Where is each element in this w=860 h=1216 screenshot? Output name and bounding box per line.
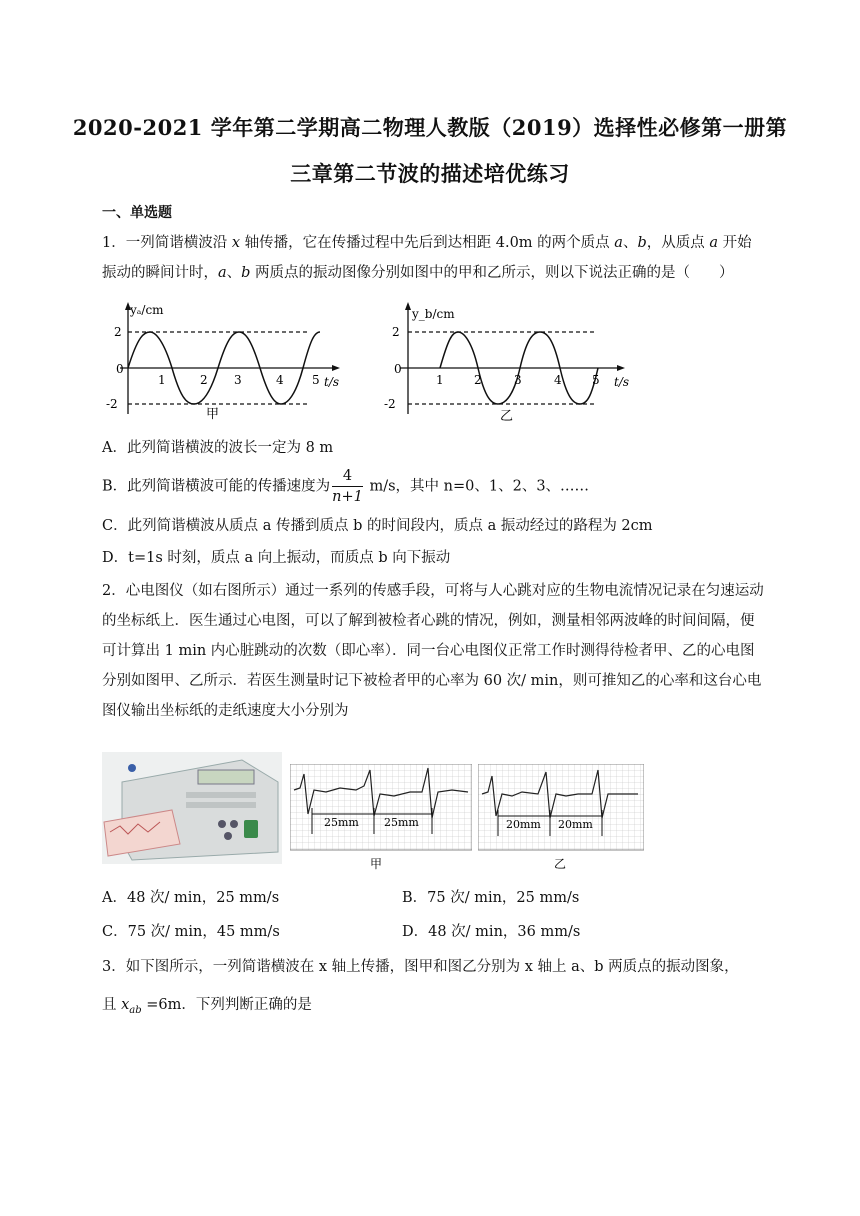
ecg-b-label: 20mm	[506, 818, 541, 831]
q2-option-d[interactable]: D．48 次/ min，36 mm/s	[402, 924, 581, 940]
q1-option-b[interactable]: B．此列简谐横波可能的传播速度为 $\frac{4}{n+1}$ m/s，其中 n=0、1、2、3、……	[102, 468, 590, 505]
graph-a-tick-y: -2	[106, 397, 118, 411]
graph-b-tick-x: 3	[514, 373, 522, 387]
q1-stem: 1．一列简谐横波沿 x 轴传播，它在传播过程中先后到达相距 4.0m 的两个质点 a、b，从质点 a 开始振动的瞬间计时，a、b 两质点的振动图像分别如图中的甲和乙所示，则以下说法正确的是（ ）	[102, 235, 752, 281]
graph-b-tick-y: 2	[392, 325, 400, 339]
graph-a-xlabel: t/s	[324, 375, 340, 389]
graph-b-xlabel: t/s	[614, 375, 630, 389]
graph-b-ylabel: y_b/cm	[412, 307, 455, 321]
doc-title-line1: 2020-2021 学年第二学期高二物理人教版（2019）选择性必修第一册第	[72, 115, 788, 140]
ecg-chart-a	[290, 764, 472, 874]
q2-option-c[interactable]: C．75 次/ min，45 mm/s	[102, 924, 280, 940]
ecg-a-caption: 甲	[370, 857, 383, 871]
graph-a-caption: 甲	[206, 407, 220, 422]
doc-title-line2: 三章第二节波的描述培优练习	[290, 161, 570, 186]
ecg-device-image	[102, 752, 282, 864]
graph-a-tick-x: 3	[234, 373, 242, 387]
q1-option-c[interactable]: C．此列简谐横波从质点 a 传播到质点 b 的时间段内，质点 a 振动经过的路程为 2cm	[102, 518, 653, 534]
graph-a-tick-x: 5	[312, 373, 320, 387]
graph-a-tick-y: 0	[116, 362, 124, 376]
ecg-b-label: 20mm	[558, 818, 593, 831]
q3-stem-line1: 3．如下图所示，一列简谐横波在 x 轴上传播，图甲和图乙分别为 x 轴上 a、b 两质点的振动图象，	[102, 959, 739, 975]
ecg-a-label: 25mm	[324, 816, 359, 829]
q1-graph-a	[100, 296, 350, 428]
q1-option-a[interactable]: A．此列简谐横波的波长一定为 8 m	[102, 440, 334, 456]
graph-a-tick-x: 4	[276, 373, 284, 387]
q2-stem: 2．心电图仪（如右图所示）通过一系列的传感手段，可将与人心跳对应的生物电流情况记录在匀速运动的坐标纸上．医生通过心电图，可以了解到被检者心跳的情况，例如，测量相邻两波峰的时间间隔，便可计算出 1 min 内心脏跳动的次数（即心率）．同一台心电图仪正常工作时测得待检者甲、乙的心电图分别如图甲、乙所示．若医生测量时记下被检者甲的心率为 60 次/ min，则可推知乙的心率和这台心电图仪输出坐标纸的走纸速度大小分别为	[102, 583, 764, 719]
graph-b-caption: 乙	[500, 409, 514, 424]
q3-stem-line2: 且 $x_{ab} =6m$．下列判断正确的是	[102, 997, 312, 1016]
q1-option-d[interactable]: D．t=1s 时刻，质点 a 向上振动，而质点 b 向下振动	[102, 550, 451, 566]
graph-a-tick-x: 2	[200, 373, 208, 387]
q2-option-b[interactable]: B．75 次/ min，25 mm/s	[402, 890, 580, 906]
graph-b-tick-x: 4	[554, 373, 562, 387]
graph-b-tick-x: 5	[592, 373, 600, 387]
q1-graph-b	[380, 296, 640, 428]
graph-a-tick-y: 2	[114, 325, 122, 339]
fraction: $\frac{4}{n+1}$	[332, 468, 363, 505]
graph-b-tick-x: 1	[436, 373, 444, 387]
graph-b-tick-x: 2	[474, 373, 482, 387]
ecg-chart-b	[478, 764, 644, 874]
graph-a-tick-x: 1	[158, 373, 166, 387]
q2-option-a[interactable]: A．48 次/ min，25 mm/s	[102, 890, 280, 906]
section-heading: 一、单选题	[102, 205, 172, 221]
graph-b-tick-y: -2	[384, 397, 396, 411]
graph-a-ylabel: yₐ/cm	[130, 303, 164, 317]
ecg-a-label: 25mm	[384, 816, 419, 829]
graph-b-tick-y: 0	[394, 362, 402, 376]
ecg-b-caption: 乙	[554, 857, 567, 871]
